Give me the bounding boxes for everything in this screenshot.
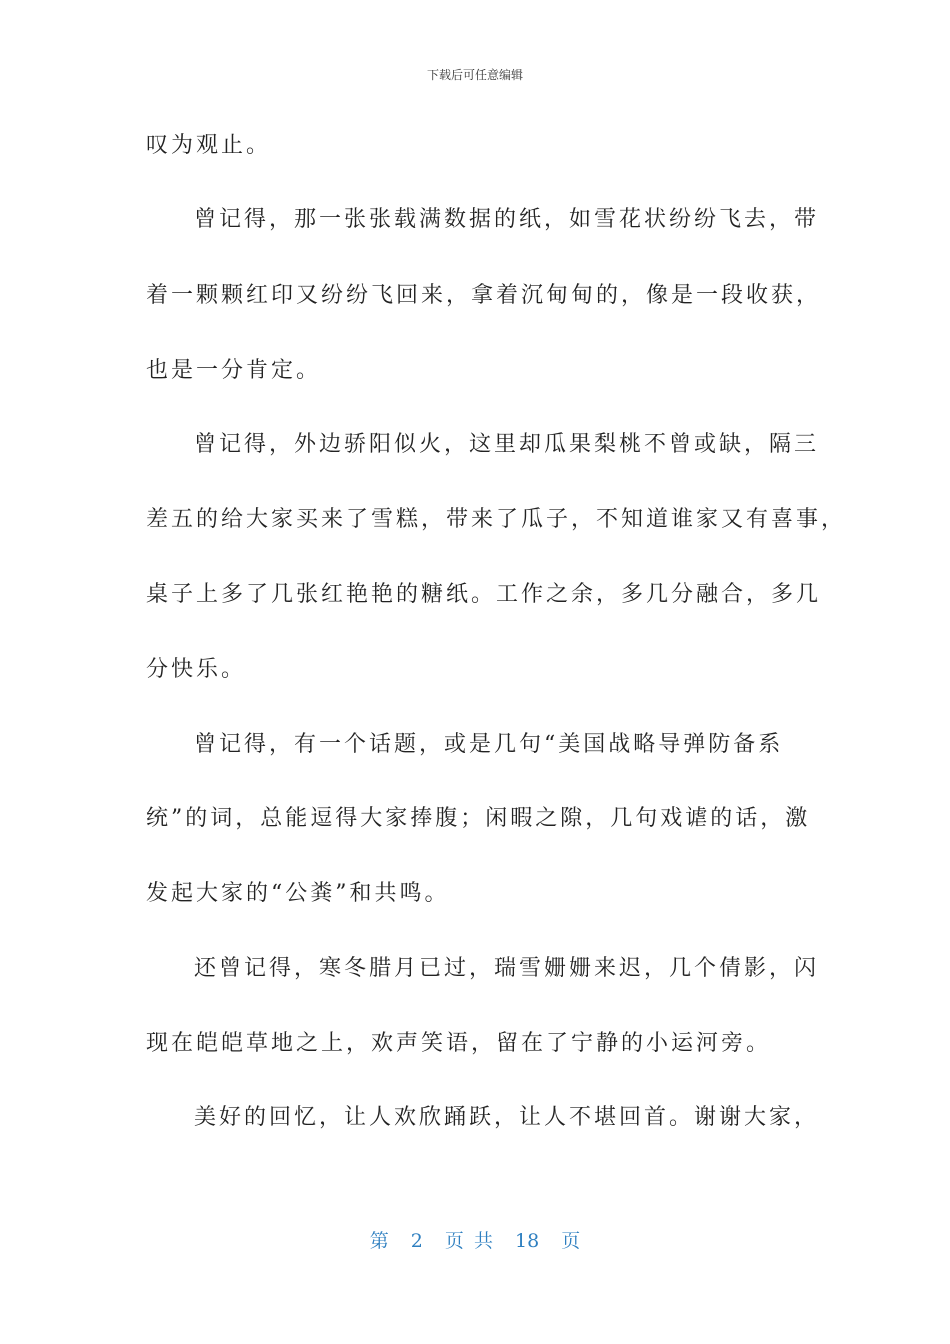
text-line: 还曾记得，寒冬腊月已过，瑞雪姗姗来迟，几个倩影，闪 xyxy=(194,956,820,981)
text-line: 现在皑皑草地之上，欢声笑语，留在了宁静的小运河旁。 xyxy=(146,1031,772,1056)
footer-suffix: 页 xyxy=(561,1230,581,1252)
text-line: 发起大家的“公粪”和共鸣。 xyxy=(146,881,450,906)
footer-prefix: 第 xyxy=(369,1230,389,1252)
footer-total-pages: 18 xyxy=(515,1230,540,1252)
text-line: 差五的给大家买来了雪糕，带来了瓜子，不知道谁家又有喜事， xyxy=(146,507,847,532)
text-line: 曾记得，那一张张载满数据的纸，如雪花状纷纷飞去，带 xyxy=(194,207,820,232)
text-line: 美好的回忆，让人欢欣踊跃，让人不堪回首。谢谢大家， xyxy=(194,1105,820,1130)
header-text: 下载后可任意编辑 xyxy=(426,68,523,82)
text-line: 曾记得，外边骄阳似火，这里却瓜果梨桃不曾或缺，隔三 xyxy=(194,432,820,457)
text-line: 也是一分肯定。 xyxy=(146,358,322,383)
page-header xyxy=(0,66,950,83)
text-line: 着一颗颗红印又纷纷飞回来，拿着沉甸甸的，像是一段收获， xyxy=(146,283,822,308)
text-line: 叹为观止。 xyxy=(146,133,272,158)
text-line: 桌子上多了几张红艳艳的糖纸。工作之余，多几分融合，多几 xyxy=(146,582,822,607)
footer-middle: 页 共 xyxy=(444,1230,493,1252)
text-line: 曾记得，有一个话题，或是几句“美国战略导弹防备系 xyxy=(194,732,784,757)
text-line: 分快乐。 xyxy=(146,657,247,682)
footer-page-number: 2 xyxy=(410,1230,423,1252)
text-line: 统”的词，总能逗得大家捧腹；闲暇之隙，几句戏谑的话，激 xyxy=(146,806,811,831)
page-footer xyxy=(0,1226,950,1253)
